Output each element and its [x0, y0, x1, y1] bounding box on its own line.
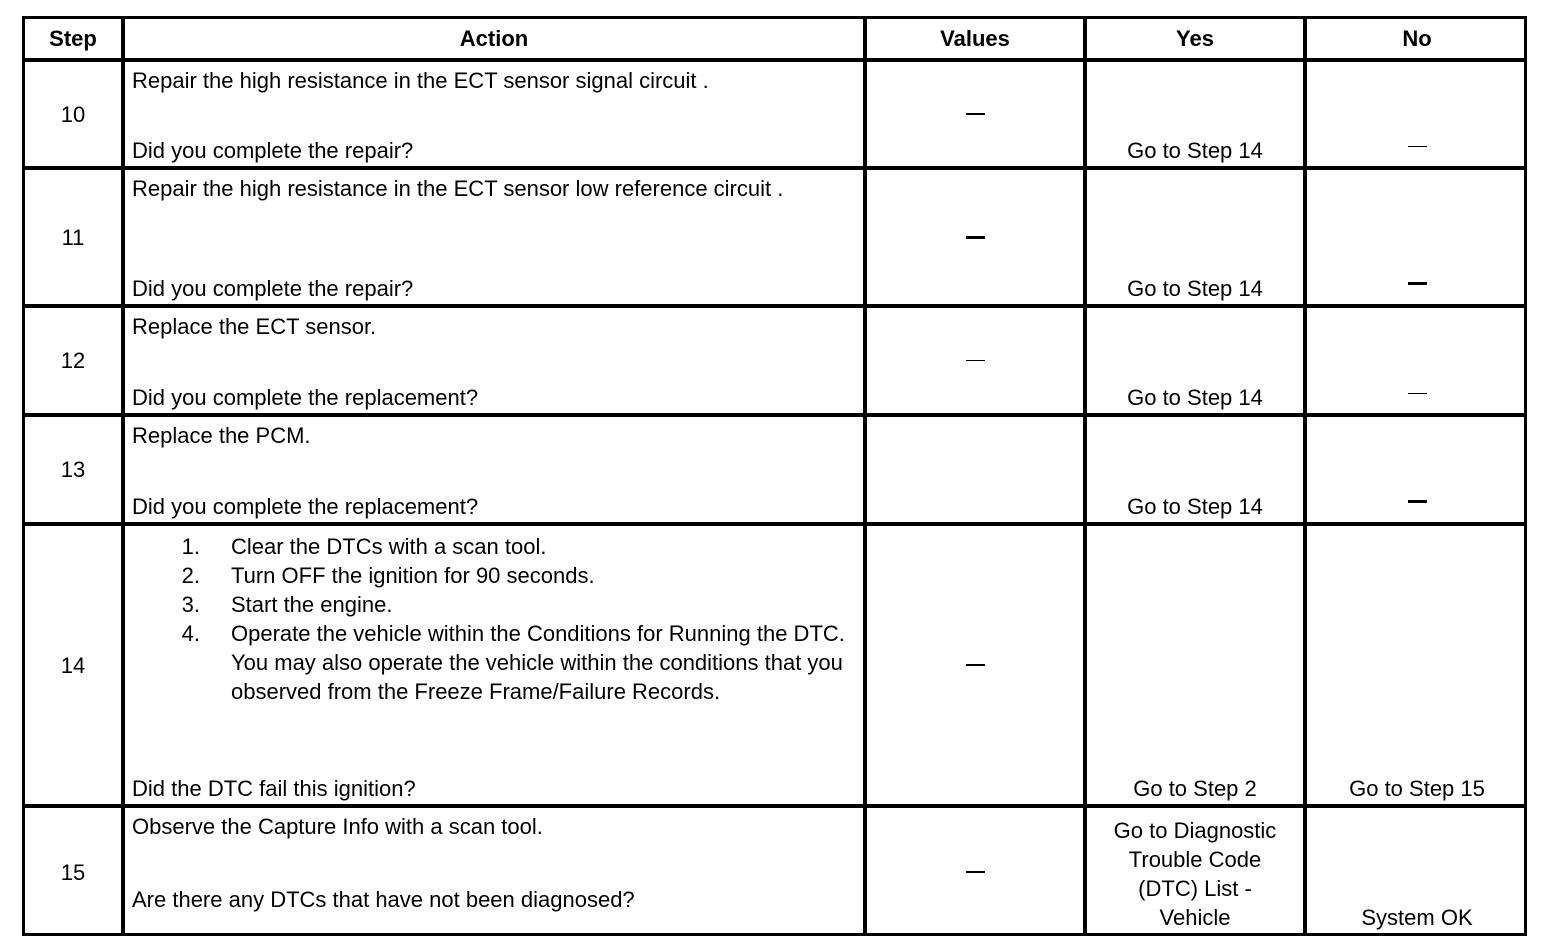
action-cell — [125, 526, 863, 804]
yes-cell — [1087, 808, 1303, 936]
diagnostic-table — [22, 16, 1527, 936]
header-values: Values — [940, 26, 1010, 51]
numbered-step — [132, 619, 853, 706]
empty-value-dash — [966, 360, 985, 362]
action-text: Observe the Capture Info with a scan tool. — [132, 814, 543, 839]
yes-cell — [1087, 526, 1303, 804]
step-index: 1. — [181, 534, 200, 559]
values-cell — [867, 526, 1083, 804]
step-instruction: Clear the DTCs with a scan tool. — [231, 534, 547, 559]
values-cell — [867, 808, 1083, 936]
numbered-step — [132, 590, 853, 619]
step-number: 15 — [60, 859, 86, 885]
action-question: Did you complete the replacement? — [132, 385, 479, 410]
step-index: 2. — [181, 563, 200, 588]
action-cell — [125, 62, 863, 166]
action-text: Replace the ECT sensor. — [132, 314, 377, 339]
values-cell — [867, 62, 1083, 166]
action-cell — [125, 308, 863, 413]
empty-value-dash — [966, 664, 985, 666]
empty-value-dash — [1408, 393, 1427, 395]
step-number: 14 — [60, 652, 86, 678]
action-cell — [125, 808, 863, 936]
empty-value-dash — [1408, 282, 1427, 285]
values-cell — [867, 170, 1083, 304]
header-yes: Yes — [1176, 26, 1214, 51]
no-action: Go to Step 15 — [1349, 776, 1485, 801]
no-cell — [1307, 170, 1527, 304]
empty-value-dash — [966, 871, 985, 873]
no-cell — [1307, 526, 1527, 804]
no-cell — [1307, 417, 1527, 522]
yes-action: Go to Step 14 — [1127, 276, 1263, 301]
yes-action: Go to Step 14 — [1127, 385, 1263, 410]
action-cell — [125, 170, 863, 304]
yes-action: Go to Step 2 — [1133, 776, 1257, 801]
values-cell — [867, 417, 1083, 522]
header-step: Step — [49, 26, 97, 51]
action-cell — [125, 417, 863, 522]
step-number: 12 — [60, 348, 86, 373]
step-instruction: Turn OFF the ignition for 90 seconds. — [231, 563, 595, 588]
step-instruction: Start the engine. — [231, 592, 393, 617]
step-instruction: Operate the vehicle within the Conditions for Running the DTC. You may also operate the vehicle within the conditions that you observed from the Freeze Frame/Failure Records. — [231, 621, 845, 704]
numbered-step — [132, 561, 853, 590]
no-action: System OK — [1361, 905, 1473, 930]
yes-cell — [1087, 62, 1303, 166]
action-question: Are there any DTCs that have not been diagnosed? — [132, 887, 635, 912]
action-text: Repair the high resistance in the ECT sensor low reference circuit . — [132, 176, 784, 201]
values-cell — [867, 308, 1083, 413]
action-question: Did the DTC fail this ignition? — [132, 776, 416, 801]
action-text: Repair the high resistance in the ECT sensor signal circuit . — [132, 68, 709, 93]
numbered-step — [132, 532, 853, 561]
action-question: Did you complete the repair? — [132, 138, 414, 163]
step-index: 4. — [181, 621, 200, 646]
header-no: No — [1402, 26, 1432, 51]
no-cell — [1307, 308, 1527, 413]
yes-action: Go to Diagnostic Trouble Code (DTC) List - Vehicle — [1113, 818, 1277, 930]
empty-value-dash — [966, 113, 985, 115]
action-question: Did you complete the repair? — [132, 276, 414, 301]
yes-cell — [1087, 417, 1303, 522]
action-question: Did you complete the replacement? — [132, 494, 479, 519]
action-text: Replace the PCM. — [132, 423, 311, 448]
header-action: Action — [459, 26, 529, 51]
empty-value-dash — [1408, 500, 1427, 503]
yes-cell — [1087, 170, 1303, 304]
numbered-steps-list — [132, 532, 853, 706]
step-number: 13 — [60, 457, 86, 482]
step-number: 10 — [60, 101, 86, 127]
empty-value-dash — [966, 236, 985, 239]
yes-cell — [1087, 308, 1303, 413]
yes-action: Go to Step 14 — [1127, 138, 1263, 163]
no-cell — [1307, 808, 1527, 936]
step-number: 11 — [61, 224, 85, 250]
step-index: 3. — [181, 592, 200, 617]
yes-action: Go to Step 14 — [1127, 494, 1263, 519]
no-cell — [1307, 62, 1527, 166]
empty-value-dash — [1408, 146, 1427, 148]
